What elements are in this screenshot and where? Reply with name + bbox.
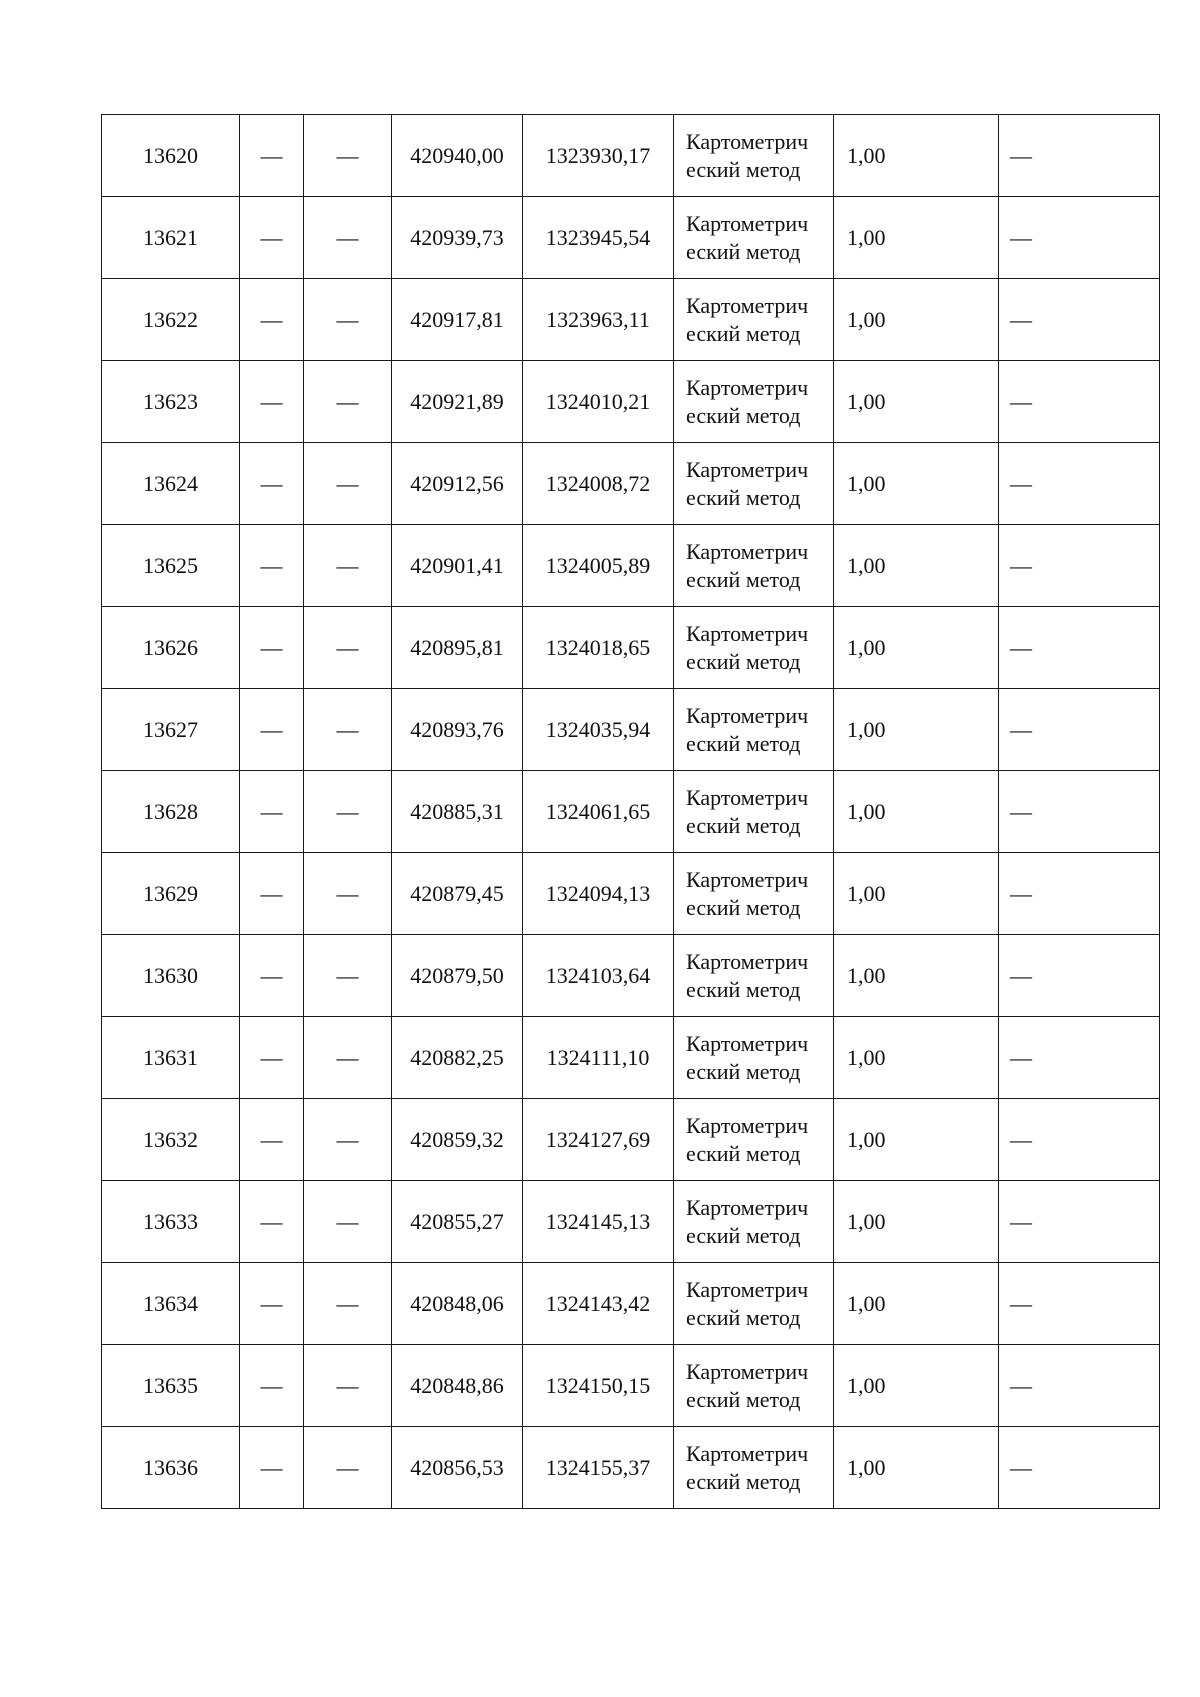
x-coordinate-cell: 420939,73	[392, 197, 523, 279]
accuracy-cell: 1,00	[834, 935, 999, 1017]
table-row	[102, 443, 1160, 525]
table-row	[102, 689, 1160, 771]
empty-dash-cell: —	[999, 1345, 1160, 1427]
empty-dash-cell: —	[304, 1427, 392, 1509]
x-coordinate-cell: 420885,31	[392, 771, 523, 853]
point-number-cell: 13629	[102, 853, 240, 935]
empty-dash-cell: —	[999, 853, 1160, 935]
y-coordinate-cell: 1324150,15	[523, 1345, 674, 1427]
empty-dash-cell: —	[999, 361, 1160, 443]
accuracy-cell: 1,00	[834, 771, 999, 853]
x-coordinate-cell: 420879,45	[392, 853, 523, 935]
point-number-cell: 13620	[102, 115, 240, 197]
method-cell	[674, 443, 834, 525]
coordinates-table	[101, 114, 1160, 1509]
table-row	[102, 115, 1160, 197]
point-number-cell: 13634	[102, 1263, 240, 1345]
method-cell	[674, 935, 834, 1017]
y-coordinate-cell: 1324111,10	[523, 1017, 674, 1099]
method-cell	[674, 1427, 834, 1509]
y-coordinate-cell: 1324005,89	[523, 525, 674, 607]
empty-dash-cell: —	[240, 935, 304, 1017]
x-coordinate-cell: 420848,06	[392, 1263, 523, 1345]
x-coordinate-cell: 420848,86	[392, 1345, 523, 1427]
empty-dash-cell: —	[999, 525, 1160, 607]
empty-dash-cell: —	[999, 115, 1160, 197]
y-coordinate-cell: 1324127,69	[523, 1099, 674, 1181]
empty-dash-cell: —	[304, 853, 392, 935]
method-cell	[674, 1099, 834, 1181]
empty-dash-cell: —	[999, 935, 1160, 1017]
table-row	[102, 197, 1160, 279]
y-coordinate-cell: 1323945,54	[523, 197, 674, 279]
accuracy-cell: 1,00	[834, 1427, 999, 1509]
y-coordinate-cell: 1324145,13	[523, 1181, 674, 1263]
empty-dash-cell: —	[999, 1017, 1160, 1099]
accuracy-cell: 1,00	[834, 1345, 999, 1427]
y-coordinate-cell: 1324010,21	[523, 361, 674, 443]
point-number-cell: 13630	[102, 935, 240, 1017]
x-coordinate-cell: 420859,32	[392, 1099, 523, 1181]
empty-dash-cell: —	[240, 1181, 304, 1263]
accuracy-cell: 1,00	[834, 115, 999, 197]
y-coordinate-cell: 1324155,37	[523, 1427, 674, 1509]
accuracy-cell: 1,00	[834, 1263, 999, 1345]
empty-dash-cell: —	[240, 607, 304, 689]
method-text: Картометрический метод	[686, 1358, 809, 1412]
empty-dash-cell: —	[304, 1099, 392, 1181]
empty-dash-cell: —	[999, 1427, 1160, 1509]
accuracy-cell: 1,00	[834, 607, 999, 689]
table-row	[102, 1263, 1160, 1345]
empty-dash-cell: —	[240, 689, 304, 771]
empty-dash-cell: —	[999, 689, 1160, 771]
method-cell	[674, 361, 834, 443]
empty-dash-cell: —	[240, 771, 304, 853]
table-row	[102, 853, 1160, 935]
x-coordinate-cell: 420901,41	[392, 525, 523, 607]
accuracy-cell: 1,00	[834, 853, 999, 935]
empty-dash-cell: —	[304, 197, 392, 279]
table-row	[102, 1017, 1160, 1099]
point-number-cell: 13624	[102, 443, 240, 525]
empty-dash-cell: —	[240, 1099, 304, 1181]
method-cell	[674, 1181, 834, 1263]
x-coordinate-cell: 420879,50	[392, 935, 523, 1017]
empty-dash-cell: —	[240, 115, 304, 197]
empty-dash-cell: —	[240, 279, 304, 361]
y-coordinate-cell: 1324035,94	[523, 689, 674, 771]
point-number-cell: 13621	[102, 197, 240, 279]
method-text: Картометрический метод	[686, 1276, 809, 1330]
method-cell	[674, 525, 834, 607]
empty-dash-cell: —	[240, 361, 304, 443]
table-row	[102, 1345, 1160, 1427]
x-coordinate-cell: 420893,76	[392, 689, 523, 771]
table-row	[102, 1099, 1160, 1181]
point-number-cell: 13635	[102, 1345, 240, 1427]
table-row	[102, 1427, 1160, 1509]
empty-dash-cell: —	[999, 1263, 1160, 1345]
accuracy-cell: 1,00	[834, 279, 999, 361]
empty-dash-cell: —	[304, 525, 392, 607]
point-number-cell: 13633	[102, 1181, 240, 1263]
empty-dash-cell: —	[999, 197, 1160, 279]
point-number-cell: 13631	[102, 1017, 240, 1099]
method-text: Картометрический метод	[686, 784, 809, 838]
y-coordinate-cell: 1324061,65	[523, 771, 674, 853]
empty-dash-cell: —	[304, 689, 392, 771]
method-text: Картометрический метод	[686, 292, 809, 346]
point-number-cell: 13628	[102, 771, 240, 853]
empty-dash-cell: —	[999, 443, 1160, 525]
empty-dash-cell: —	[304, 607, 392, 689]
method-cell	[674, 1263, 834, 1345]
table-row	[102, 361, 1160, 443]
method-cell	[674, 1017, 834, 1099]
empty-dash-cell: —	[304, 1345, 392, 1427]
table-row	[102, 525, 1160, 607]
y-coordinate-cell: 1324094,13	[523, 853, 674, 935]
empty-dash-cell: —	[240, 1017, 304, 1099]
empty-dash-cell: —	[304, 771, 392, 853]
empty-dash-cell: —	[304, 115, 392, 197]
x-coordinate-cell: 420895,81	[392, 607, 523, 689]
empty-dash-cell: —	[999, 279, 1160, 361]
empty-dash-cell: —	[304, 935, 392, 1017]
empty-dash-cell: —	[999, 1099, 1160, 1181]
empty-dash-cell: —	[304, 361, 392, 443]
accuracy-cell: 1,00	[834, 1099, 999, 1181]
empty-dash-cell: —	[240, 525, 304, 607]
table-row	[102, 1181, 1160, 1263]
point-number-cell: 13623	[102, 361, 240, 443]
x-coordinate-cell: 420855,27	[392, 1181, 523, 1263]
method-cell	[674, 607, 834, 689]
x-coordinate-cell: 420912,56	[392, 443, 523, 525]
point-number-cell: 13632	[102, 1099, 240, 1181]
method-cell	[674, 197, 834, 279]
empty-dash-cell: —	[240, 443, 304, 525]
accuracy-cell: 1,00	[834, 689, 999, 771]
method-text: Картометрический метод	[686, 456, 809, 510]
point-number-cell: 13622	[102, 279, 240, 361]
method-cell	[674, 1345, 834, 1427]
y-coordinate-cell: 1323930,17	[523, 115, 674, 197]
x-coordinate-cell: 420921,89	[392, 361, 523, 443]
method-text: Картометрический метод	[686, 374, 809, 428]
method-cell	[674, 853, 834, 935]
empty-dash-cell: —	[240, 853, 304, 935]
method-cell	[674, 771, 834, 853]
method-text: Картометрический метод	[686, 1112, 809, 1166]
y-coordinate-cell: 1324018,65	[523, 607, 674, 689]
table-body	[102, 115, 1160, 1509]
empty-dash-cell: —	[999, 771, 1160, 853]
method-text: Картометрический метод	[686, 702, 809, 756]
table-row	[102, 607, 1160, 689]
accuracy-cell: 1,00	[834, 197, 999, 279]
point-number-cell: 13625	[102, 525, 240, 607]
method-text: Картометрический метод	[686, 210, 809, 264]
accuracy-cell: 1,00	[834, 1181, 999, 1263]
empty-dash-cell: —	[240, 1427, 304, 1509]
empty-dash-cell: —	[999, 607, 1160, 689]
empty-dash-cell: —	[304, 279, 392, 361]
point-number-cell: 13627	[102, 689, 240, 771]
table-row	[102, 935, 1160, 1017]
method-text: Картометрический метод	[686, 1030, 809, 1084]
empty-dash-cell: —	[240, 1263, 304, 1345]
point-number-cell: 13636	[102, 1427, 240, 1509]
method-text: Картометрический метод	[686, 620, 809, 674]
table-row	[102, 771, 1160, 853]
y-coordinate-cell: 1324103,64	[523, 935, 674, 1017]
empty-dash-cell: —	[304, 1263, 392, 1345]
x-coordinate-cell: 420856,53	[392, 1427, 523, 1509]
method-cell	[674, 115, 834, 197]
accuracy-cell: 1,00	[834, 443, 999, 525]
method-text: Картометрический метод	[686, 866, 809, 920]
x-coordinate-cell: 420917,81	[392, 279, 523, 361]
method-text: Картометрический метод	[686, 1194, 809, 1248]
y-coordinate-cell: 1323963,11	[523, 279, 674, 361]
y-coordinate-cell: 1324008,72	[523, 443, 674, 525]
x-coordinate-cell: 420940,00	[392, 115, 523, 197]
method-text: Картометрический метод	[686, 1440, 809, 1494]
method-text: Картометрический метод	[686, 128, 809, 182]
empty-dash-cell: —	[304, 443, 392, 525]
accuracy-cell: 1,00	[834, 361, 999, 443]
method-cell	[674, 689, 834, 771]
empty-dash-cell: —	[240, 197, 304, 279]
y-coordinate-cell: 1324143,42	[523, 1263, 674, 1345]
point-number-cell: 13626	[102, 607, 240, 689]
method-cell	[674, 279, 834, 361]
empty-dash-cell: —	[999, 1181, 1160, 1263]
empty-dash-cell: —	[304, 1181, 392, 1263]
method-text: Картометрический метод	[686, 948, 809, 1002]
x-coordinate-cell: 420882,25	[392, 1017, 523, 1099]
table-row	[102, 279, 1160, 361]
method-text: Картометрический метод	[686, 538, 809, 592]
accuracy-cell: 1,00	[834, 525, 999, 607]
accuracy-cell: 1,00	[834, 1017, 999, 1099]
empty-dash-cell: —	[304, 1017, 392, 1099]
empty-dash-cell: —	[240, 1345, 304, 1427]
